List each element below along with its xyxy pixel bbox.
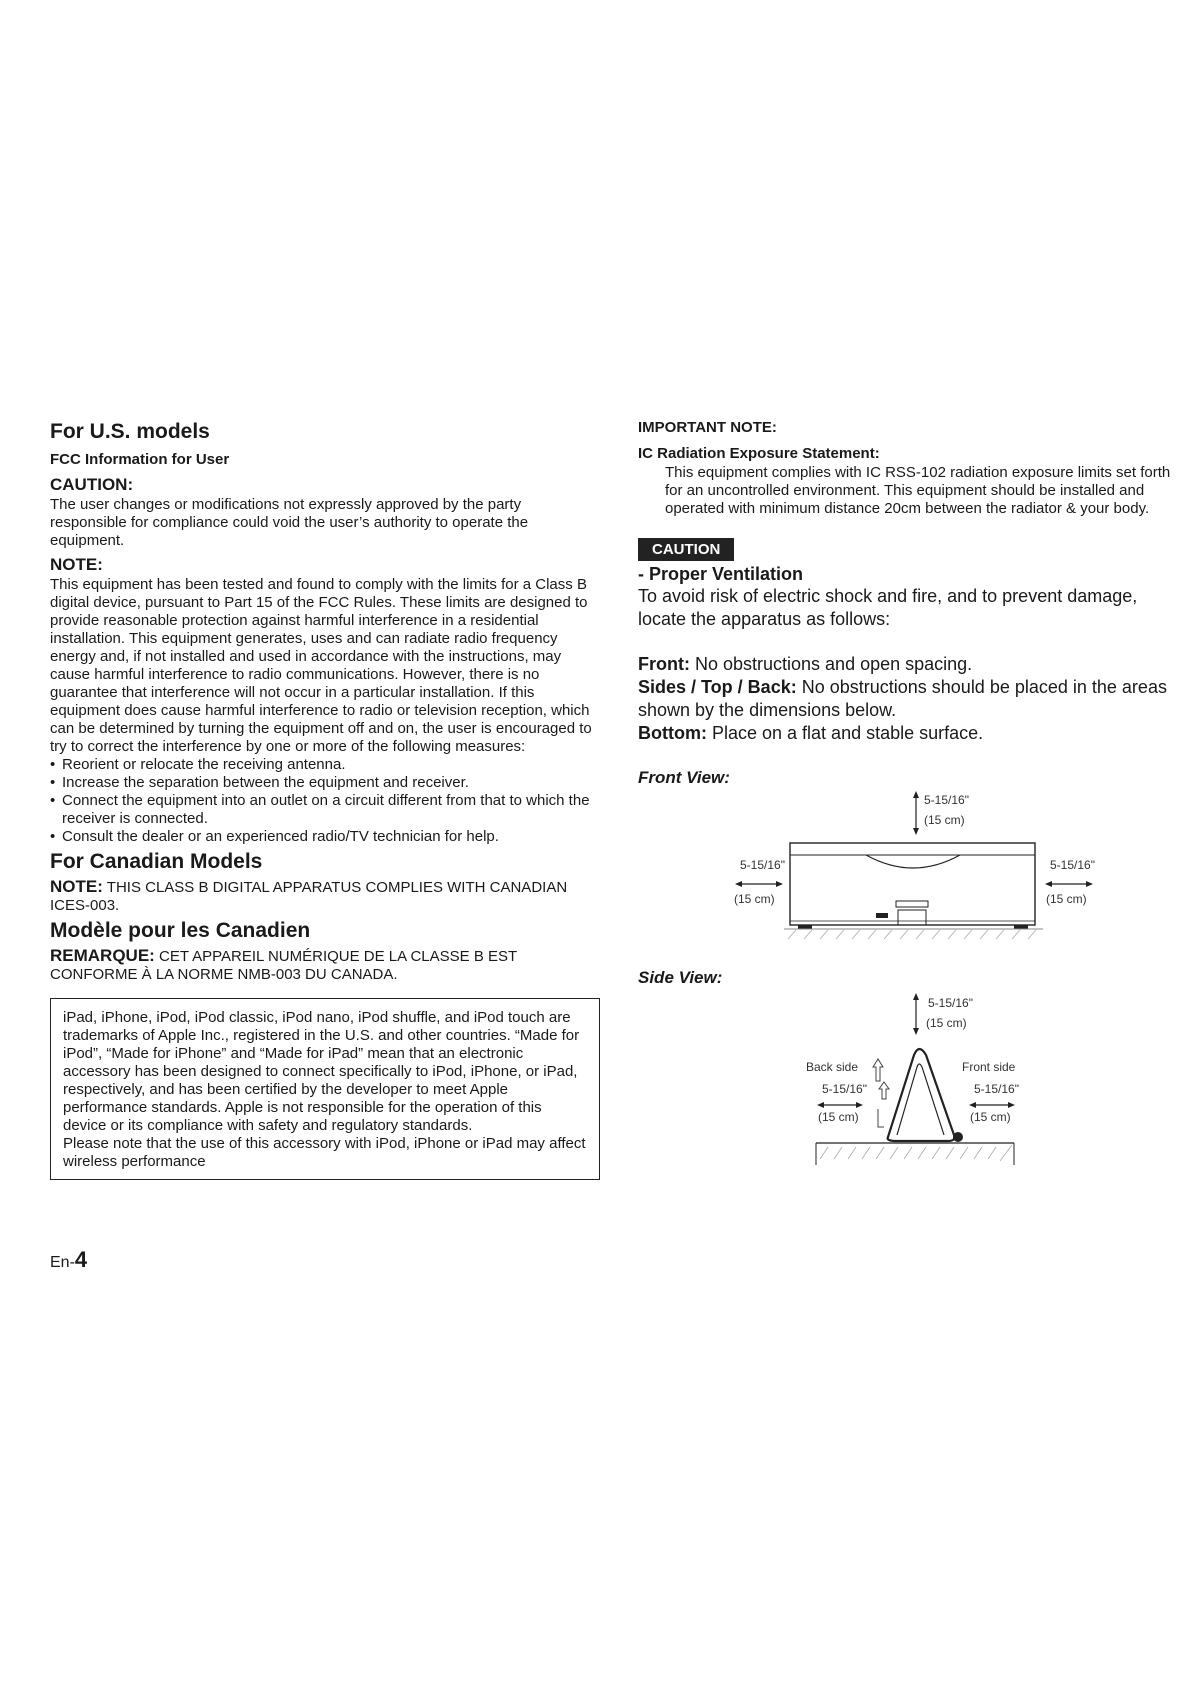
note-heading: NOTE:	[50, 555, 103, 574]
front-top-cm: (15 cm)	[924, 813, 965, 827]
bottom-text: Place on a flat and stable surface.	[706, 723, 984, 743]
canadian-note-label: NOTE:	[50, 877, 103, 896]
list-item: • Reorient or relocate the receiving antenna.	[50, 756, 600, 774]
caution-text: The user changes or modifications not expressly approved by the party responsible for compliance could void the user’s authority to operate the equipment.	[50, 496, 529, 549]
list-item: • Consult the dealer or an experienced radio/TV technician for help.	[50, 828, 600, 846]
front-side-dim: 5-15/16"	[974, 1082, 1019, 1096]
front-side-cm: (15 cm)	[970, 1110, 1011, 1124]
ic-heading: IC Radiation Exposure Statement:	[638, 445, 880, 462]
left-column	[50, 418, 600, 1180]
sides-rule	[638, 676, 1183, 722]
french-remark-label: REMARQUE:	[50, 946, 155, 965]
note-text: This equipment has been tested and found to comply with the limits for a Class B digital device, pursuant to Part 15 of the FCC Rules. These limits are designed to provide reasonable protection against harmful interference in a residential installation. This equipment generates, uses and can radiate radio frequency energy and, if not installed and used in accordance with the instructions, may cause harmful interference to radio communications. However, there is no guarantee that interference will not occur in a particular installation. If this equipment does cause harmful interference to radio or television reception, which can be determined by turning the equipment off and on, the user is encouraged to try to correct the interference by one or more of the following measures:	[50, 576, 592, 755]
back-side-cm: (15 cm)	[818, 1110, 859, 1124]
back-side-dim: 5-15/16"	[822, 1082, 867, 1096]
canadian-note	[50, 878, 600, 915]
back-side-label: Back side	[806, 1060, 859, 1074]
side-top-cm: (15 cm)	[926, 1016, 967, 1030]
list-item: • Increase the separation between the equipment and receiver.	[50, 774, 600, 792]
ic-text: This equipment complies with IC RSS-102 radiation exposure limits set forth for an uncontrolled environment. This equipment should be installed and operated with minimum distance 20cm between the radiator & your body.	[665, 464, 1171, 517]
page-number-value: 4	[74, 1247, 88, 1272]
ventilation-text: To avoid risk of electric shock and fire, and to prevent damage, locate the apparatus as follows:	[638, 586, 1138, 629]
bottom-rule	[638, 722, 1183, 745]
side-view-title: Side View:	[638, 968, 723, 987]
canadian-models-title: For Canadian Models	[50, 850, 263, 873]
sides-text: No obstructions should be placed in the areas shown by the dimensions below.	[638, 677, 1167, 720]
front-side-label: Front side	[962, 1060, 1016, 1074]
front-left-dim: 5-15/16"	[740, 858, 785, 872]
front-label: Front:	[638, 654, 690, 674]
french-remark-text: CET APPAREIL NUMÉRIQUE DE LA CLASSE B EST CONFORME À LA NORME NMB-003 DU CANADA.	[50, 948, 517, 983]
front-right-cm: (15 cm)	[1046, 892, 1087, 906]
page-number	[50, 1247, 87, 1273]
fcc-heading: FCC Information for User	[50, 451, 230, 468]
front-rule	[638, 653, 1183, 676]
bottom-label: Bottom:	[638, 723, 707, 743]
front-right-dim: 5-15/16"	[1050, 858, 1095, 872]
front-view-title: Front View:	[638, 768, 730, 787]
trademark-text: iPad, iPhone, iPod, iPod classic, iPod nano, iPod shuffle, and iPod touch are trademarks of Apple Inc., registered in the U.S. and other countries. “Made for iPod”, “Made for iPhone” and “Made for iPad” mean that an electronic accessory has been designed to connect specifically to iPod, iPhone, or iPad, respectively, and has been certified by the developer to meet Apple performance standards. Apple is not responsible for the operation of this device or its compliance with safety and regulatory standards.	[63, 1009, 580, 1134]
list-item: • Connect the equipment into an outlet on a circuit different from that to which the receiver is connected.	[50, 792, 600, 828]
french-canadian-title: Modèle pour les Canadien	[50, 919, 311, 942]
caution-heading: CAUTION:	[50, 475, 134, 494]
ventilation-heading: - Proper Ventilation	[638, 564, 804, 584]
sides-label: Sides / Top / Back:	[638, 677, 797, 697]
apple-trademark-box	[50, 998, 600, 1180]
us-models-title: For U.S. models	[50, 420, 210, 443]
side-view-diagram	[638, 989, 1183, 1189]
french-remark	[50, 947, 600, 984]
measures-list	[50, 756, 600, 846]
page-prefix: En-	[50, 1254, 75, 1271]
front-top-dim: 5-15/16"	[924, 793, 969, 807]
side-top-dim: 5-15/16"	[928, 996, 973, 1010]
front-left-cm: (15 cm)	[734, 892, 775, 906]
right-column	[638, 418, 1183, 1189]
wireless-note: Please note that the use of this accessory with iPod, iPhone or iPad may affect wireless performance	[63, 1135, 586, 1170]
front-view-diagram	[638, 789, 1183, 959]
caution-badge: CAUTION	[638, 538, 734, 561]
canadian-note-text: THIS CLASS B DIGITAL APPARATUS COMPLIES WITH CANADIAN ICES-003.	[50, 879, 568, 914]
front-text: No obstructions and open spacing.	[689, 654, 973, 674]
important-note-heading: IMPORTANT NOTE:	[638, 419, 777, 436]
